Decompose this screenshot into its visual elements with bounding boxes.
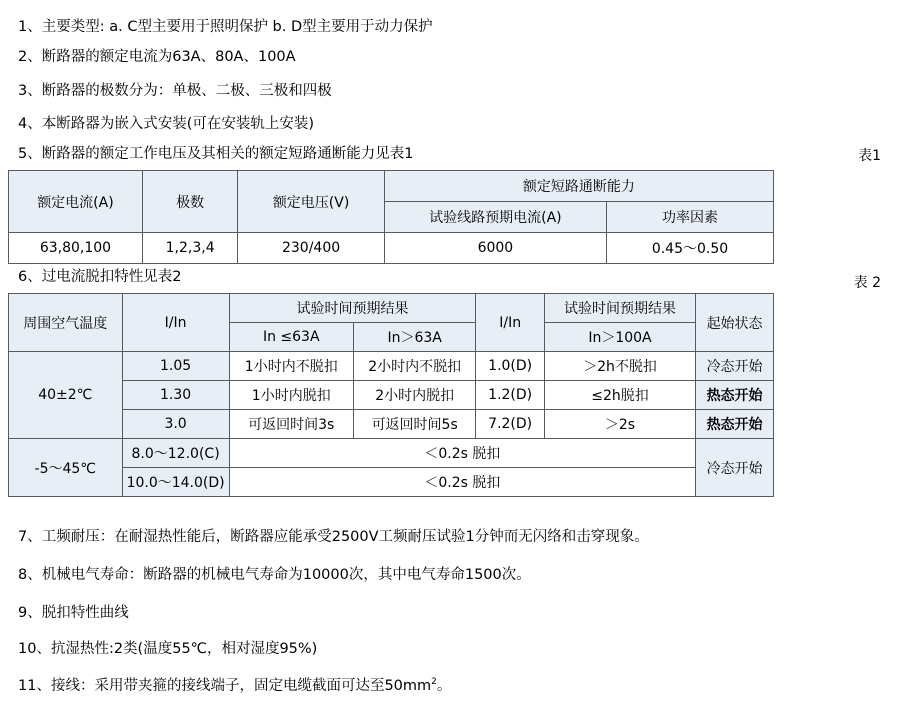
doc-item-11 <box>0 676 451 696</box>
th-in-gt-100: In＞100A <box>544 323 695 352</box>
cell-result-gt63: 可返回时间5s <box>353 410 476 439</box>
cell-trip-result: ＜0.2s 脱扣 <box>229 468 696 497</box>
doc-item-1: 1、主要类型: a. C型主要用于照明保护 b. D型主要用于动力保护 <box>18 19 433 35</box>
th-i-in-1: I/In <box>122 294 229 352</box>
doc-item-7: 7、工频耐压：在耐湿热性能后，断路器应能承受2500V工频耐压试验1分钟而无闪络和击穿现象。 <box>18 529 649 545</box>
cell-rated-current: 63,80,100 <box>9 233 143 264</box>
doc-item-5: 5、断路器的额定工作电压及其相关的额定短路通断能力见表1 <box>18 146 414 162</box>
th-rated-voltage: 额定电压(V) <box>238 171 384 233</box>
table-row <box>9 233 774 264</box>
cell-rated-voltage: 230/400 <box>238 233 384 264</box>
table1-caption: 表1 <box>858 148 881 164</box>
cell-result-le63: 可返回时间3s <box>229 410 353 439</box>
th-i-in-2: I/In <box>476 294 544 352</box>
doc-item-11-superscript: 2 <box>431 677 437 687</box>
cell-result-gt100: ≤2h脱扣 <box>544 381 695 410</box>
cell-state: 冷态开始 <box>696 439 774 497</box>
cell-i-in-range: 8.0～12.0(C) <box>122 439 229 468</box>
table-row <box>9 352 774 381</box>
th-rated-current: 额定电流(A) <box>9 171 143 233</box>
table-rated-breaking-capacity <box>8 170 774 264</box>
cell-i-in-1: 1.30 <box>122 381 229 410</box>
th-poles: 极数 <box>142 171 237 233</box>
cell-temp-group-2: -5～45℃ <box>9 439 123 497</box>
th-power-factor: 功率因素 <box>606 202 773 233</box>
table-row <box>9 468 774 497</box>
cell-result-gt63: 2小时内脱扣 <box>353 381 476 410</box>
cell-i-in-range: 10.0～14.0(D) <box>122 468 229 497</box>
table-overcurrent-tripping <box>8 293 774 497</box>
table-row <box>9 381 774 410</box>
cell-result-gt63: 2小时内不脱扣 <box>353 352 476 381</box>
cell-poles: 1,2,3,4 <box>142 233 237 264</box>
cell-state: 热态开始 <box>696 410 774 439</box>
doc-item-4: 4、本断路器为嵌入式安装(可在安装轨上安装) <box>18 116 315 132</box>
doc-item-10: 10、抗湿热性:2类(温度55℃，相对湿度95%) <box>18 641 318 657</box>
cell-result-le63: 1小时内脱扣 <box>229 381 353 410</box>
table-row <box>9 171 774 202</box>
cell-expected-current: 6000 <box>384 233 606 264</box>
cell-temp-group-1: 40±2℃ <box>9 352 123 439</box>
cell-result-le63: 1小时内不脱扣 <box>229 352 353 381</box>
th-ambient-temp: 周围空气温度 <box>9 294 123 352</box>
th-initial-state: 起始状态 <box>696 294 774 352</box>
doc-item-6: 6、过电流脱扣特性见表2 <box>18 269 182 285</box>
th-in-le-63: In ≤63A <box>229 323 353 352</box>
th-in-gt-63: In＞63A <box>353 323 476 352</box>
cell-state: 热态开始 <box>696 381 774 410</box>
table-row <box>9 410 774 439</box>
th-expected-current: 试验线路预期电流(A) <box>384 202 606 233</box>
cell-trip-result: ＜0.2s 脱扣 <box>229 439 696 468</box>
cell-state: 冷态开始 <box>696 352 774 381</box>
cell-i-in-2: 1.0(D) <box>476 352 544 381</box>
cell-power-factor: 0.45～0.50 <box>606 233 773 264</box>
table2-caption: 表 2 <box>853 275 881 291</box>
doc-item-11-text: 11、接线：采用带夹箍的接线端子，固定电缆截面可达至50mm <box>18 677 432 694</box>
doc-item-8: 8、机械电气寿命：断路器的机械电气寿命为10000次，其中电气寿命1500次。 <box>18 567 531 583</box>
cell-i-in-1: 3.0 <box>122 410 229 439</box>
table-row <box>9 439 774 468</box>
doc-item-9: 9、脱扣特性曲线 <box>18 605 129 621</box>
doc-item-3: 3、断路器的极数分为：单极、二极、三极和四极 <box>18 83 332 99</box>
th-test-time-2: 试验时间预期结果 <box>544 294 695 323</box>
th-breaking-capacity: 额定短路通断能力 <box>384 171 773 202</box>
cell-i-in-2: 7.2(D) <box>476 410 544 439</box>
th-test-time-1: 试验时间预期结果 <box>229 294 476 323</box>
cell-result-gt100: ＞2h不脱扣 <box>544 352 695 381</box>
cell-i-in-2: 1.2(D) <box>476 381 544 410</box>
doc-item-2: 2、断路器的额定电流为63A、80A、100A <box>18 49 296 65</box>
cell-result-gt100: ＞2s <box>544 410 695 439</box>
doc-item-11-tail: 。 <box>436 677 452 694</box>
table-row <box>9 294 774 323</box>
cell-i-in-1: 1.05 <box>122 352 229 381</box>
